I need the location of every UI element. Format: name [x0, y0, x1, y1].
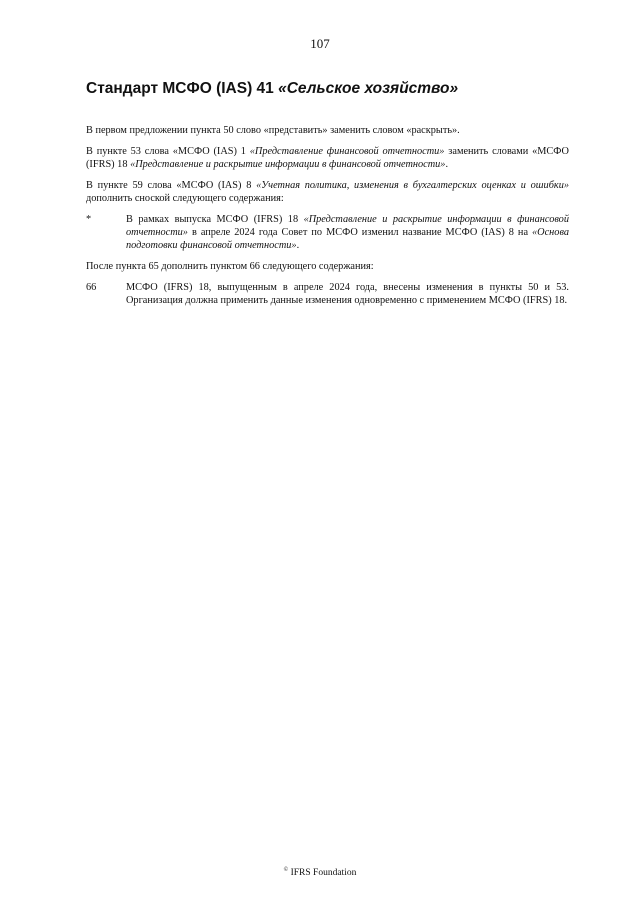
document-body [86, 124, 569, 315]
copyright-symbol: © [283, 867, 289, 873]
paragraph-66-number: 66 [86, 282, 97, 293]
paragraph-66 [86, 281, 569, 307]
page-title [86, 80, 576, 98]
footer [0, 867, 640, 878]
page-number: 107 [310, 36, 330, 51]
paragraph-1: В первом предложении пункта 50 слово «представить» заменить словом «раскрыть». [86, 125, 460, 136]
footnote [86, 213, 569, 252]
title-main: Стандарт МСФО (IAS) 41 [86, 80, 279, 97]
footer-text: IFRS Foundation [290, 868, 357, 879]
paragraph-4: После пункта 65 дополнить пунктом 66 следующего содержания: [86, 261, 374, 272]
footnote-marker: * [86, 214, 92, 225]
title-italic: «Сельское хозяйство» [278, 80, 459, 97]
paragraph-66-text: МСФО (IFRS) 18, выпущенным в апреле 2024 года, внесены изменения в пункты 50 и 53. Организация должна применить данные изменения одновременно с применением МСФО (IFRS) 18. [126, 282, 569, 306]
paragraph-3: В пункте 59 слова «МСФО (IAS) 8 «Учетная политика, изменения в бухгалтерских оценках и ошибки» дополнить сноской следующего содержания: [86, 180, 569, 204]
paragraph-2: В пункте 53 слова «МСФО (IAS) 1 «Представление финансовой отчетности» заменить словами «МСФО (IFRS) 18 «Представление и раскрытие информации в финансовой отчетности». [86, 146, 569, 170]
footnote-text: В рамках выпуска МСФО (IFRS) 18 «Представление и раскрытие информации в финансовой отчетности» в апреле 2024 года Совет по МСФО изменил название МСФО (IAS) 8 на «Основа подготовки финансовой отчетности». [126, 214, 569, 251]
